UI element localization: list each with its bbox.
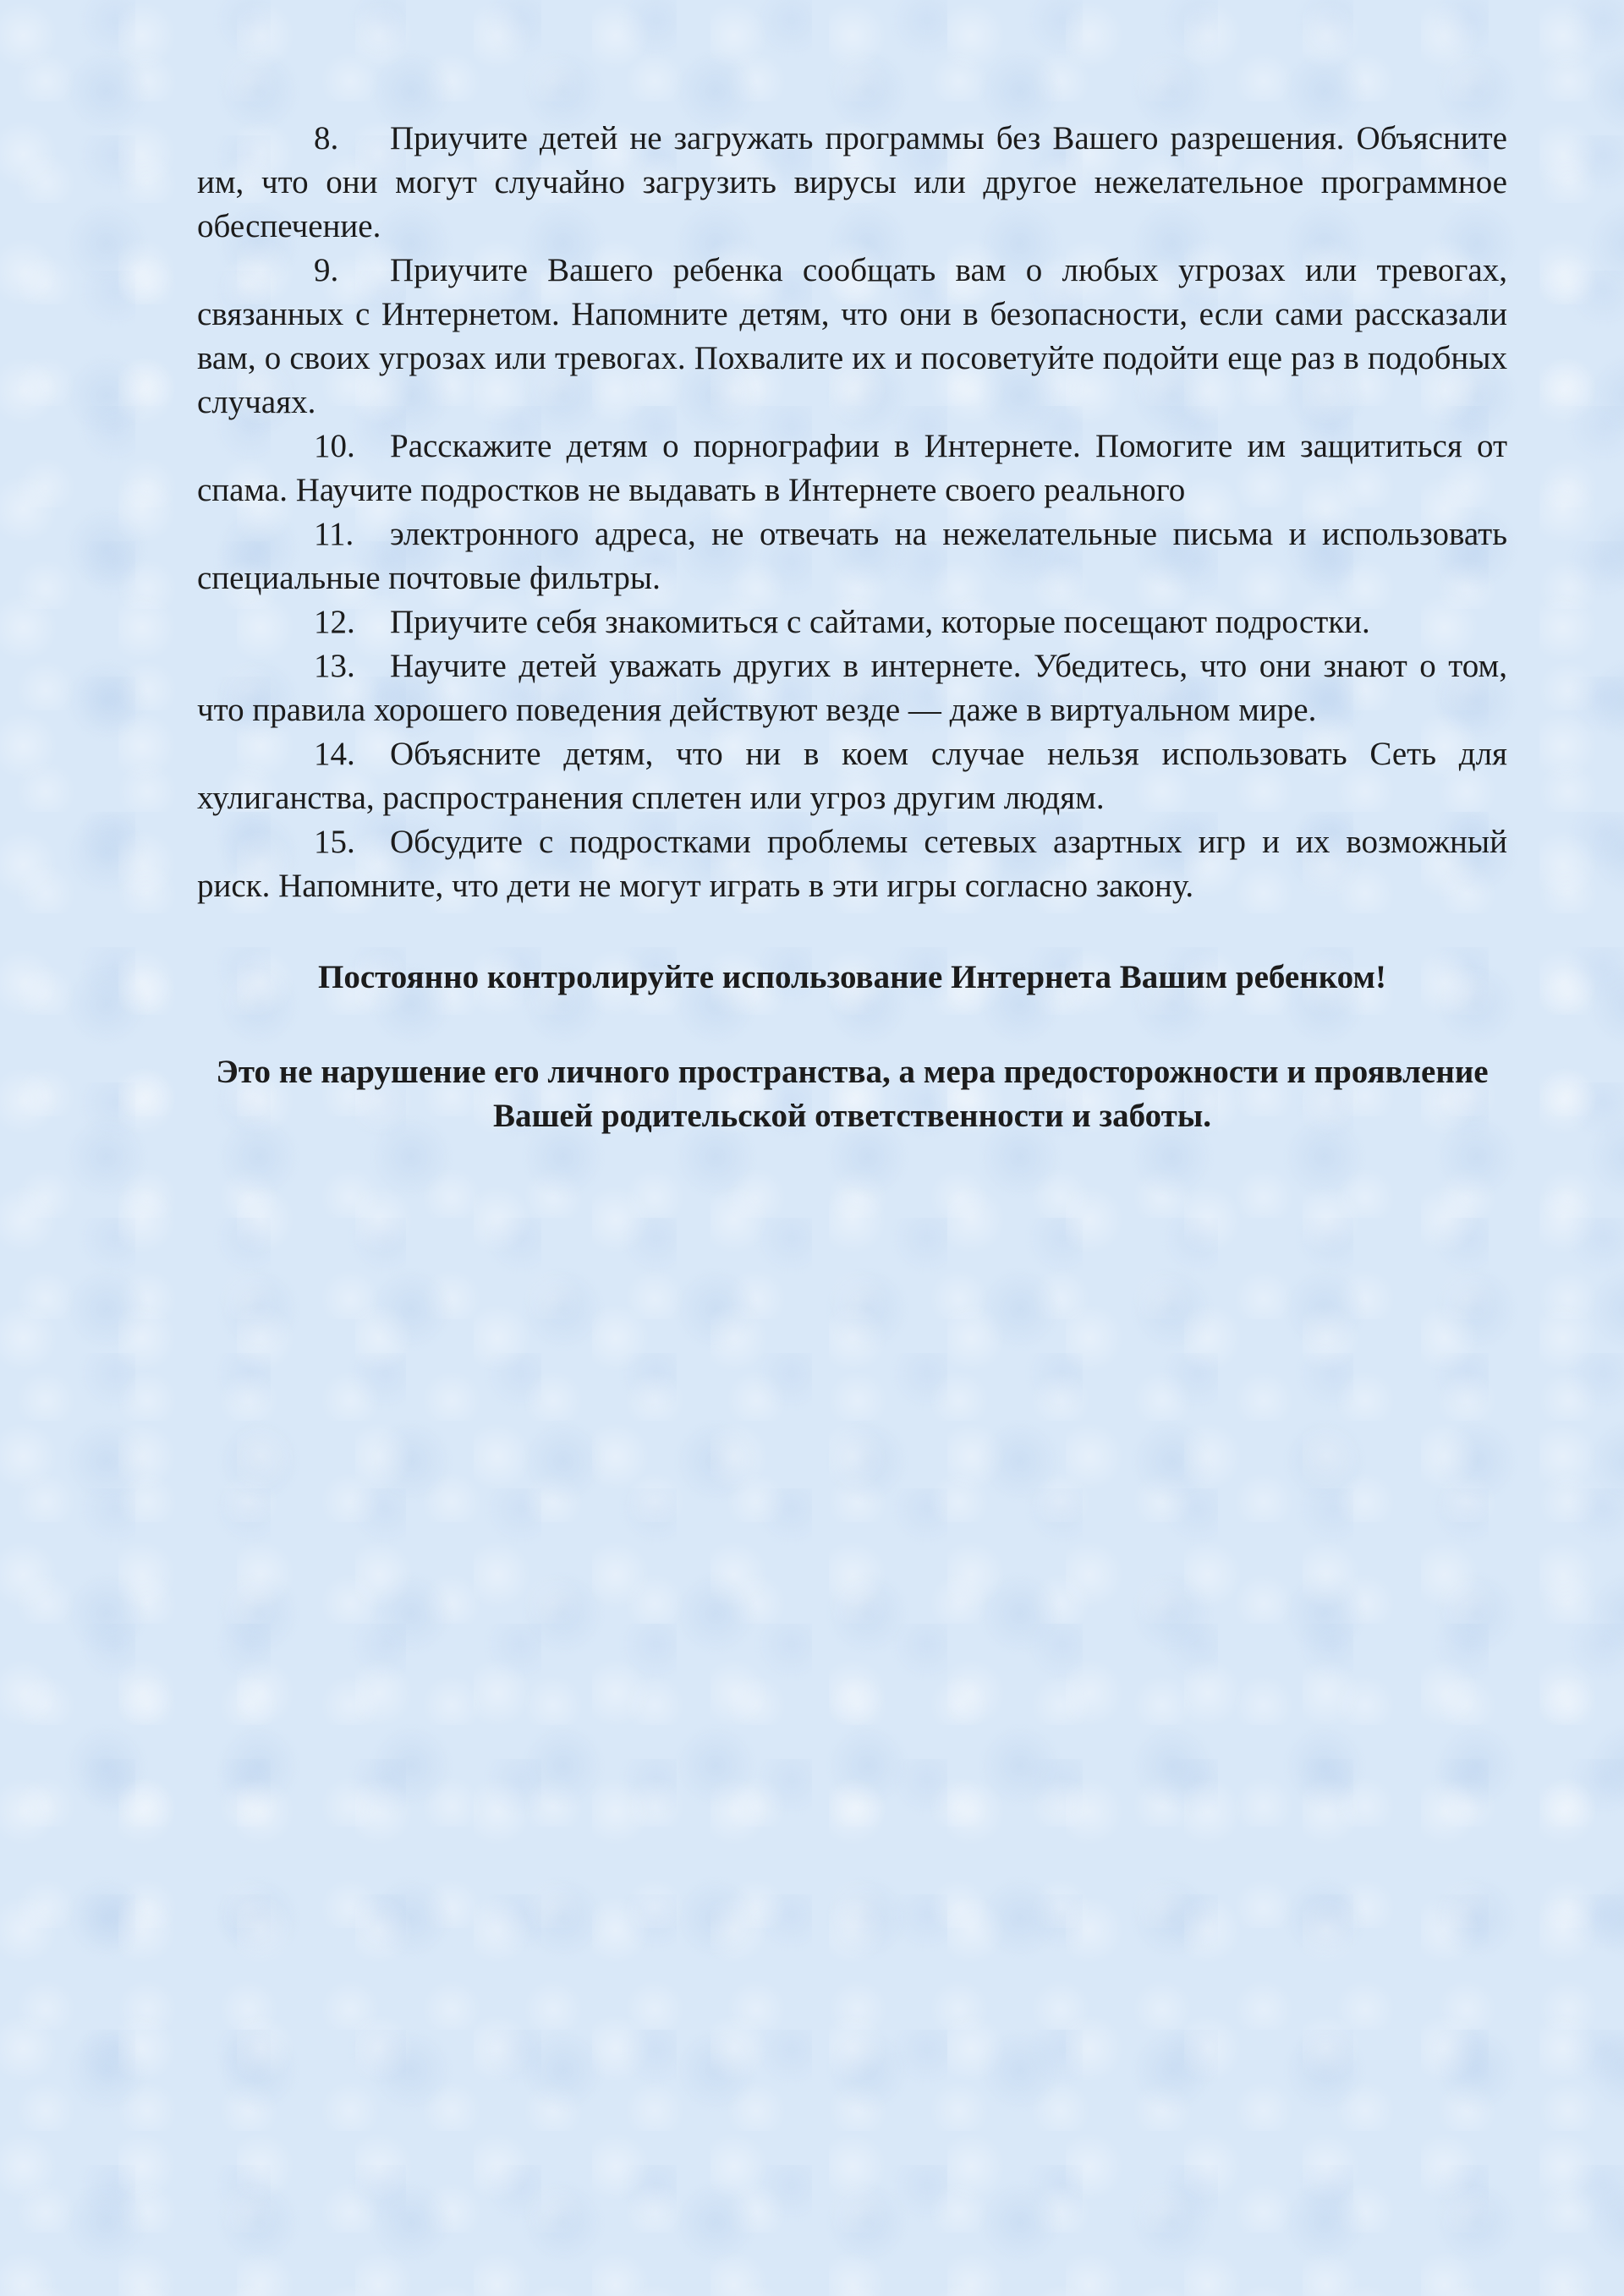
list-item bbox=[197, 732, 1507, 820]
list-item bbox=[197, 425, 1507, 512]
closing-statement: Это не нарушение его личного пространства, а мера предосторожности и проявление Вашей родительской ответственности и заботы. bbox=[216, 1054, 1489, 1134]
list-item bbox=[197, 820, 1507, 908]
list-item-text: электронного адреса, не отвечать на нежелательные письма и использовать специальные почтовые фильтры. bbox=[197, 516, 1507, 596]
list-item-text: Приучите себя знакомиться с сайтами, которые посещают подростки. bbox=[390, 604, 1370, 640]
document-content bbox=[197, 117, 1507, 1138]
list-item bbox=[197, 600, 1507, 644]
list-item-number: 8. bbox=[314, 120, 339, 156]
closing-block bbox=[197, 956, 1507, 1138]
list-item-text: Научите детей уважать других в интернете. Убедитесь, что они знают о том, что правила хорошего поведения действуют везде — даже в виртуальном мире. bbox=[197, 648, 1507, 728]
list-item bbox=[197, 249, 1507, 425]
list-item-text: Расскажите детям о порнографии в Интернете. Помогите им защититься от спама. Научите подростков не выдавать в Интернете своего реального bbox=[197, 428, 1507, 508]
list-item-text: Объясните детям, что ни в коем случае нельзя использовать Сеть для хулиганства, распространения сплетен или угроз другим людям. bbox=[197, 736, 1507, 816]
list-item-number: 9. bbox=[314, 252, 339, 288]
list-item-number: 12. bbox=[314, 604, 355, 640]
closing-heading: Постоянно контролируйте использование Интернета Вашим ребенком! bbox=[318, 959, 1386, 995]
list-item-text: Приучите Вашего ребенка сообщать вам о любых угрозах или тревогах, связанных с Интернетом. Напомните детям, что они в безопасности, если сами рассказали вам, о своих угрозах или тревогах. Похвалите их и посоветуйте подойти еще раз в подобных случаях. bbox=[197, 252, 1507, 420]
list-item-number: 13. bbox=[314, 648, 355, 684]
list-item bbox=[197, 644, 1507, 732]
list-item-text: Обсудите с подростками проблемы сетевых азартных игр и их возможный риск. Напомните, что дети не могут играть в эти игры согласно закону. bbox=[197, 824, 1507, 904]
list-item-text: Приучите детей не загружать программы без Вашего разрешения. Объясните им, что они могут случайно загрузить вирусы или другое нежелательное программное обеспечение. bbox=[197, 120, 1507, 244]
list-item bbox=[197, 117, 1507, 249]
list-item-number: 11. bbox=[314, 516, 354, 552]
list-item bbox=[197, 512, 1507, 600]
list-item-number: 15. bbox=[314, 824, 355, 860]
list-item-number: 14. bbox=[314, 736, 355, 772]
list-item-number: 10. bbox=[314, 428, 355, 464]
